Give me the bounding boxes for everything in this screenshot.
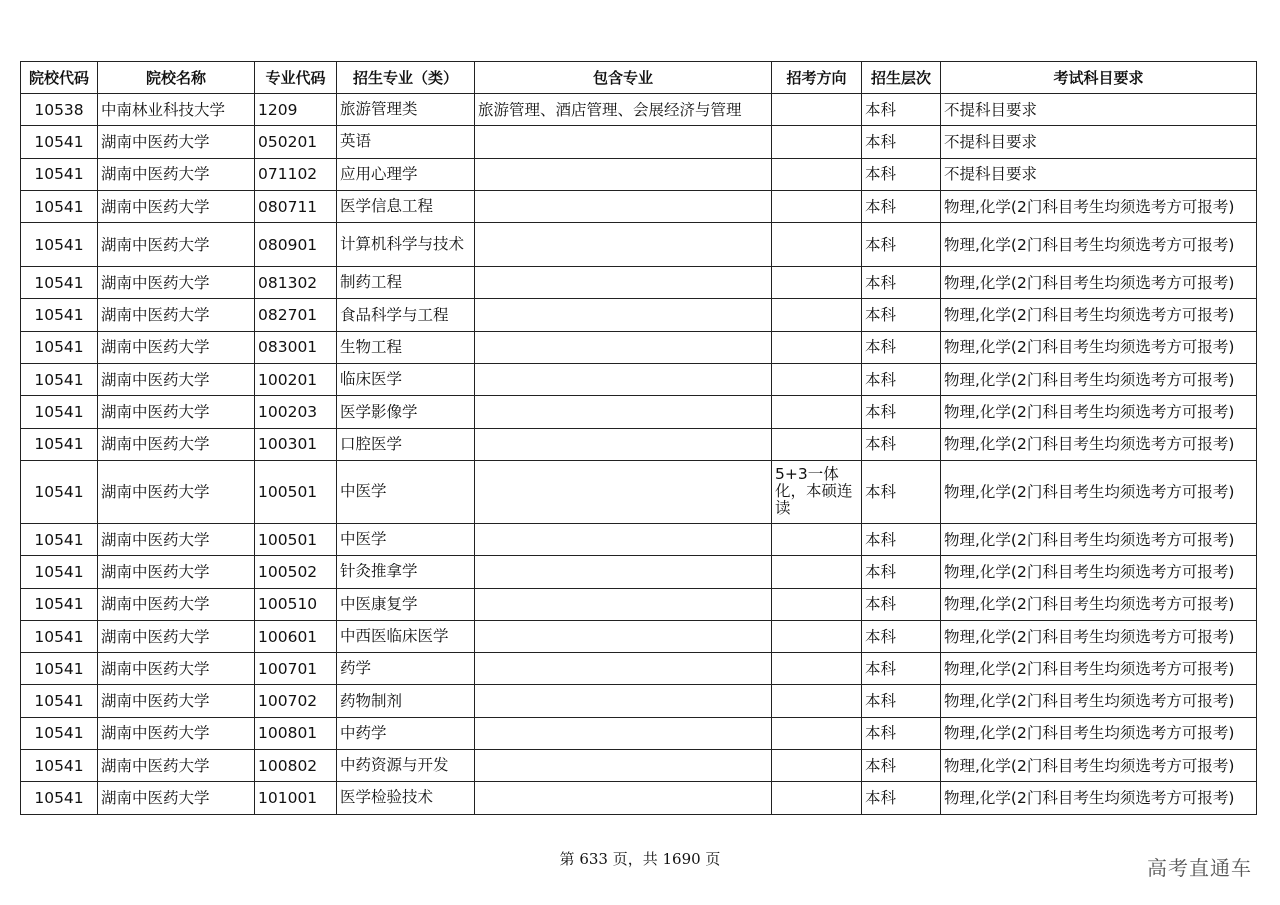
cell-major-category: 英语 bbox=[337, 126, 475, 158]
cell-level: 本科 bbox=[862, 556, 941, 588]
cell-subject-requirements: 物理,化学(2门科目考生均须选考方可报考) bbox=[941, 620, 1257, 652]
cell-major-category: 食品科学与工程 bbox=[337, 299, 475, 331]
cell-included-majors bbox=[475, 556, 772, 588]
cell-level: 本科 bbox=[862, 620, 941, 652]
table-row bbox=[21, 653, 1257, 685]
cell-level: 本科 bbox=[862, 158, 941, 190]
cell-school-code: 10541 bbox=[21, 653, 98, 685]
cell-school-name: 湖南中医药大学 bbox=[98, 717, 255, 749]
header-direction: 招考方向 bbox=[772, 62, 862, 94]
cell-included-majors bbox=[475, 396, 772, 428]
cell-major-code: 100702 bbox=[255, 685, 337, 717]
cell-major-code: 080711 bbox=[255, 190, 337, 222]
cell-included-majors bbox=[475, 428, 772, 460]
table-row bbox=[21, 396, 1257, 428]
cell-level: 本科 bbox=[862, 267, 941, 299]
table-row bbox=[21, 94, 1257, 126]
cell-level: 本科 bbox=[862, 653, 941, 685]
cell-school-code: 10541 bbox=[21, 750, 98, 782]
cell-direction bbox=[772, 556, 862, 588]
cell-included-majors bbox=[475, 126, 772, 158]
cell-level: 本科 bbox=[862, 396, 941, 428]
cell-included-majors bbox=[475, 717, 772, 749]
cell-direction bbox=[772, 750, 862, 782]
cell-direction bbox=[772, 158, 862, 190]
cell-subject-requirements: 物理,化学(2门科目考生均须选考方可报考) bbox=[941, 267, 1257, 299]
cell-major-code: 100501 bbox=[255, 523, 337, 555]
table-row bbox=[21, 364, 1257, 396]
cell-included-majors bbox=[475, 653, 772, 685]
cell-school-code: 10541 bbox=[21, 428, 98, 460]
cell-major-category: 药物制剂 bbox=[337, 685, 475, 717]
cell-included-majors bbox=[475, 299, 772, 331]
cell-school-name: 湖南中医药大学 bbox=[98, 158, 255, 190]
table-row bbox=[21, 158, 1257, 190]
cell-major-code: 071102 bbox=[255, 158, 337, 190]
cell-major-code: 081302 bbox=[255, 267, 337, 299]
cell-school-name: 湖南中医药大学 bbox=[98, 620, 255, 652]
cell-subject-requirements: 物理,化学(2门科目考生均须选考方可报考) bbox=[941, 750, 1257, 782]
cell-school-code: 10541 bbox=[21, 685, 98, 717]
table-header-row bbox=[21, 62, 1257, 94]
cell-school-name: 湖南中医药大学 bbox=[98, 126, 255, 158]
table-body bbox=[21, 94, 1257, 815]
cell-school-code: 10541 bbox=[21, 158, 98, 190]
header-major-category: 招生专业（类） bbox=[337, 62, 475, 94]
cell-included-majors bbox=[475, 620, 772, 652]
cell-subject-requirements: 物理,化学(2门科目考生均须选考方可报考) bbox=[941, 428, 1257, 460]
cell-major-code: 100701 bbox=[255, 653, 337, 685]
cell-direction bbox=[772, 523, 862, 555]
cell-school-code: 10541 bbox=[21, 190, 98, 222]
cell-major-category: 计算机科学与技术 bbox=[337, 223, 475, 267]
cell-subject-requirements: 不提科目要求 bbox=[941, 158, 1257, 190]
cell-level: 本科 bbox=[862, 717, 941, 749]
header-included-majors: 包含专业 bbox=[475, 62, 772, 94]
cell-school-name: 湖南中医药大学 bbox=[98, 396, 255, 428]
cell-direction bbox=[772, 331, 862, 363]
cell-level: 本科 bbox=[862, 685, 941, 717]
cell-level: 本科 bbox=[862, 126, 941, 158]
table-row bbox=[21, 620, 1257, 652]
cell-direction bbox=[772, 620, 862, 652]
table-row bbox=[21, 299, 1257, 331]
cell-school-code: 10541 bbox=[21, 267, 98, 299]
cell-major-category: 临床医学 bbox=[337, 364, 475, 396]
cell-direction bbox=[772, 126, 862, 158]
cell-subject-requirements: 物理,化学(2门科目考生均须选考方可报考) bbox=[941, 717, 1257, 749]
cell-major-code: 100501 bbox=[255, 460, 337, 523]
cell-school-name: 湖南中医药大学 bbox=[98, 267, 255, 299]
cell-subject-requirements: 不提科目要求 bbox=[941, 94, 1257, 126]
cell-school-code: 10541 bbox=[21, 460, 98, 523]
cell-major-category: 中医学 bbox=[337, 523, 475, 555]
cell-school-name: 湖南中医药大学 bbox=[98, 223, 255, 267]
cell-subject-requirements: 物理,化学(2门科目考生均须选考方可报考) bbox=[941, 588, 1257, 620]
cell-major-category: 医学影像学 bbox=[337, 396, 475, 428]
cell-major-code: 083001 bbox=[255, 331, 337, 363]
cell-school-name: 湖南中医药大学 bbox=[98, 460, 255, 523]
cell-subject-requirements: 不提科目要求 bbox=[941, 126, 1257, 158]
cell-included-majors bbox=[475, 267, 772, 299]
cell-subject-requirements: 物理,化学(2门科目考生均须选考方可报考) bbox=[941, 223, 1257, 267]
table-row bbox=[21, 126, 1257, 158]
table-row bbox=[21, 556, 1257, 588]
table-row bbox=[21, 750, 1257, 782]
cell-school-code: 10541 bbox=[21, 364, 98, 396]
cell-direction bbox=[772, 653, 862, 685]
cell-major-category: 旅游管理类 bbox=[337, 94, 475, 126]
header-school-code: 院校代码 bbox=[21, 62, 98, 94]
cell-level: 本科 bbox=[862, 460, 941, 523]
cell-major-category: 应用心理学 bbox=[337, 158, 475, 190]
cell-major-code: 100802 bbox=[255, 750, 337, 782]
cell-major-category: 中药学 bbox=[337, 717, 475, 749]
cell-level: 本科 bbox=[862, 94, 941, 126]
cell-subject-requirements: 物理,化学(2门科目考生均须选考方可报考) bbox=[941, 396, 1257, 428]
cell-direction bbox=[772, 428, 862, 460]
cell-major-category: 中药资源与开发 bbox=[337, 750, 475, 782]
cell-level: 本科 bbox=[862, 331, 941, 363]
cell-school-code: 10541 bbox=[21, 620, 98, 652]
cell-school-code: 10541 bbox=[21, 782, 98, 814]
cell-major-code: 100801 bbox=[255, 717, 337, 749]
cell-level: 本科 bbox=[862, 428, 941, 460]
cell-major-code: 100601 bbox=[255, 620, 337, 652]
table-row bbox=[21, 267, 1257, 299]
cell-direction bbox=[772, 396, 862, 428]
cell-major-category: 生物工程 bbox=[337, 331, 475, 363]
cell-major-category: 口腔医学 bbox=[337, 428, 475, 460]
cell-subject-requirements: 物理,化学(2门科目考生均须选考方可报考) bbox=[941, 556, 1257, 588]
cell-subject-requirements: 物理,化学(2门科目考生均须选考方可报考) bbox=[941, 685, 1257, 717]
cell-subject-requirements: 物理,化学(2门科目考生均须选考方可报考) bbox=[941, 782, 1257, 814]
cell-major-code: 100201 bbox=[255, 364, 337, 396]
cell-school-code: 10538 bbox=[21, 94, 98, 126]
cell-school-name: 湖南中医药大学 bbox=[98, 523, 255, 555]
table-row bbox=[21, 523, 1257, 555]
cell-major-code: 101001 bbox=[255, 782, 337, 814]
admissions-table bbox=[20, 61, 1257, 815]
header-major-code: 专业代码 bbox=[255, 62, 337, 94]
table-row bbox=[21, 460, 1257, 523]
admissions-table-wrapper bbox=[20, 61, 1257, 815]
cell-school-name: 湖南中医药大学 bbox=[98, 750, 255, 782]
cell-direction bbox=[772, 299, 862, 331]
cell-direction bbox=[772, 685, 862, 717]
cell-major-category: 中医学 bbox=[337, 460, 475, 523]
cell-school-code: 10541 bbox=[21, 223, 98, 267]
cell-school-name: 湖南中医药大学 bbox=[98, 299, 255, 331]
cell-subject-requirements: 物理,化学(2门科目考生均须选考方可报考) bbox=[941, 190, 1257, 222]
header-level: 招生层次 bbox=[862, 62, 941, 94]
cell-subject-requirements: 物理,化学(2门科目考生均须选考方可报考) bbox=[941, 364, 1257, 396]
cell-school-code: 10541 bbox=[21, 126, 98, 158]
cell-direction bbox=[772, 223, 862, 267]
header-school-name: 院校名称 bbox=[98, 62, 255, 94]
table-row bbox=[21, 685, 1257, 717]
cell-included-majors bbox=[475, 685, 772, 717]
table-row bbox=[21, 428, 1257, 460]
cell-direction bbox=[772, 190, 862, 222]
cell-school-code: 10541 bbox=[21, 588, 98, 620]
cell-major-category: 中西医临床医学 bbox=[337, 620, 475, 652]
table-row bbox=[21, 717, 1257, 749]
cell-direction bbox=[772, 717, 862, 749]
cell-school-name: 湖南中医药大学 bbox=[98, 653, 255, 685]
cell-direction bbox=[772, 364, 862, 396]
cell-level: 本科 bbox=[862, 223, 941, 267]
cell-school-code: 10541 bbox=[21, 396, 98, 428]
table-row bbox=[21, 190, 1257, 222]
table-row bbox=[21, 223, 1257, 267]
cell-major-category: 针灸推拿学 bbox=[337, 556, 475, 588]
table-row bbox=[21, 588, 1257, 620]
cell-major-category: 医学信息工程 bbox=[337, 190, 475, 222]
cell-level: 本科 bbox=[862, 782, 941, 814]
cell-included-majors bbox=[475, 331, 772, 363]
cell-direction bbox=[772, 782, 862, 814]
cell-subject-requirements: 物理,化学(2门科目考生均须选考方可报考) bbox=[941, 460, 1257, 523]
cell-school-code: 10541 bbox=[21, 717, 98, 749]
page-number-footer: 第 633 页，共 1690 页 bbox=[559, 850, 721, 868]
cell-major-category: 中医康复学 bbox=[337, 588, 475, 620]
cell-major-code: 082701 bbox=[255, 299, 337, 331]
cell-direction bbox=[772, 94, 862, 126]
cell-included-majors bbox=[475, 460, 772, 523]
cell-included-majors bbox=[475, 523, 772, 555]
cell-level: 本科 bbox=[862, 299, 941, 331]
cell-level: 本科 bbox=[862, 190, 941, 222]
cell-major-code: 050201 bbox=[255, 126, 337, 158]
cell-major-code: 1209 bbox=[255, 94, 337, 126]
cell-direction bbox=[772, 588, 862, 620]
cell-included-majors bbox=[475, 782, 772, 814]
cell-school-code: 10541 bbox=[21, 299, 98, 331]
header-subject-requirements: 考试科目要求 bbox=[941, 62, 1257, 94]
cell-included-majors bbox=[475, 190, 772, 222]
cell-school-code: 10541 bbox=[21, 556, 98, 588]
cell-subject-requirements: 物理,化学(2门科目考生均须选考方可报考) bbox=[941, 299, 1257, 331]
cell-school-name: 湖南中医药大学 bbox=[98, 331, 255, 363]
cell-included-majors: 旅游管理、酒店管理、会展经济与管理 bbox=[475, 94, 772, 126]
cell-school-name: 湖南中医药大学 bbox=[98, 782, 255, 814]
cell-included-majors bbox=[475, 750, 772, 782]
cell-level: 本科 bbox=[862, 364, 941, 396]
cell-included-majors bbox=[475, 158, 772, 190]
cell-included-majors bbox=[475, 588, 772, 620]
cell-major-category: 制药工程 bbox=[337, 267, 475, 299]
cell-major-category: 药学 bbox=[337, 653, 475, 685]
cell-school-name: 湖南中医药大学 bbox=[98, 190, 255, 222]
cell-school-name: 湖南中医药大学 bbox=[98, 556, 255, 588]
cell-major-code: 100301 bbox=[255, 428, 337, 460]
cell-school-name: 湖南中医药大学 bbox=[98, 428, 255, 460]
cell-major-code: 100203 bbox=[255, 396, 337, 428]
cell-major-code: 080901 bbox=[255, 223, 337, 267]
cell-school-name: 湖南中医药大学 bbox=[98, 588, 255, 620]
cell-included-majors bbox=[475, 223, 772, 267]
cell-school-name: 湖南中医药大学 bbox=[98, 685, 255, 717]
cell-major-category: 医学检验技术 bbox=[337, 782, 475, 814]
cell-direction bbox=[772, 267, 862, 299]
cell-subject-requirements: 物理,化学(2门科目考生均须选考方可报考) bbox=[941, 331, 1257, 363]
cell-school-name: 中南林业科技大学 bbox=[98, 94, 255, 126]
cell-subject-requirements: 物理,化学(2门科目考生均须选考方可报考) bbox=[941, 523, 1257, 555]
cell-direction: 5+3一体化，本硕连读 bbox=[772, 460, 862, 523]
table-row bbox=[21, 331, 1257, 363]
cell-school-code: 10541 bbox=[21, 331, 98, 363]
cell-level: 本科 bbox=[862, 750, 941, 782]
cell-level: 本科 bbox=[862, 523, 941, 555]
table-row bbox=[21, 782, 1257, 814]
cell-major-code: 100502 bbox=[255, 556, 337, 588]
cell-included-majors bbox=[475, 364, 772, 396]
watermark-text: 高考直通车 bbox=[1147, 856, 1252, 880]
cell-school-code: 10541 bbox=[21, 523, 98, 555]
cell-major-code: 100510 bbox=[255, 588, 337, 620]
cell-school-name: 湖南中医药大学 bbox=[98, 364, 255, 396]
cell-level: 本科 bbox=[862, 588, 941, 620]
cell-subject-requirements: 物理,化学(2门科目考生均须选考方可报考) bbox=[941, 653, 1257, 685]
